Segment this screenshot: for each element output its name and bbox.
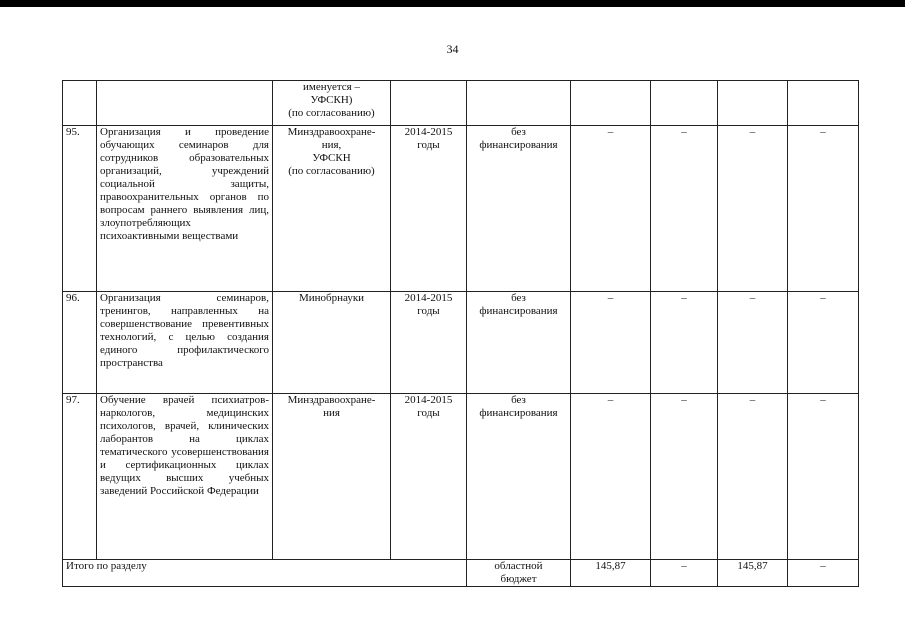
executor-line: ния — [323, 407, 340, 419]
total-value-cell: 145,87 — [718, 560, 788, 587]
executor-line: ния, — [321, 139, 342, 151]
period-cell — [391, 394, 467, 560]
table-row-95 — [63, 126, 859, 292]
row-description: Организация и проведение обучающих семинаров для сотрудников образовательных организаций, учреждений социальной защиты, правоохранительных органов по вопросам раннего выявления лиц, злоупотребляющих психоактивными веществами — [97, 126, 273, 292]
period-cell — [391, 81, 467, 126]
funding-line: финансирования — [479, 139, 558, 151]
value-cell: – — [788, 126, 859, 292]
value-cell — [788, 81, 859, 126]
total-value-cell: 145,87 — [571, 560, 651, 587]
executor-line: именуется – — [303, 81, 360, 93]
value-cell: – — [788, 394, 859, 560]
executor-cell — [273, 292, 391, 394]
row-number: 97. — [63, 394, 97, 560]
funding-line: областной — [494, 560, 543, 572]
table-row-97 — [63, 394, 859, 560]
row-description: Обучение врачей психиатров-наркологов, медицинских психологов, врачей, клинических лаборантов на циклах тематического усовершенствования и сертификационных циклах ведущих высших учебных заведений Российской Федерации — [97, 394, 273, 560]
funding-cell — [467, 394, 571, 560]
row-number: 96. — [63, 292, 97, 394]
value-cell: – — [718, 292, 788, 394]
executor-line: Минобрнауки — [298, 292, 365, 304]
value-cell: – — [651, 126, 718, 292]
executor-line: Минздравоохране- — [287, 394, 376, 406]
period-cell — [391, 126, 467, 292]
funding-line: без — [511, 292, 526, 304]
value-cell: – — [718, 126, 788, 292]
period-line: 2014-2015 — [404, 126, 453, 138]
value-cell: – — [651, 292, 718, 394]
table-row-total — [63, 560, 859, 587]
period-line: годы — [417, 407, 440, 419]
top-border-bar — [0, 0, 905, 7]
value-cell: – — [788, 292, 859, 394]
value-cell: – — [571, 394, 651, 560]
description-cell — [97, 81, 273, 126]
executor-cell — [273, 126, 391, 292]
funding-cell — [467, 126, 571, 292]
executor-line: (по согласованию) — [288, 165, 375, 177]
period-line: 2014-2015 — [404, 394, 453, 406]
executor-line: УФСКН — [312, 152, 351, 164]
period-line: 2014-2015 — [404, 292, 453, 304]
total-label: Итого по разделу — [63, 560, 467, 587]
value-cell — [571, 81, 651, 126]
period-cell — [391, 292, 467, 394]
value-cell: – — [718, 394, 788, 560]
executor-cell — [273, 394, 391, 560]
executor-line: УФСКН) — [310, 94, 353, 106]
value-cell: – — [651, 394, 718, 560]
funding-line: финансирования — [479, 305, 558, 317]
value-cell — [718, 81, 788, 126]
page-number: 34 — [446, 42, 459, 56]
total-value-cell: – — [651, 560, 718, 587]
table-row-continuation — [63, 81, 859, 126]
funding-line: без — [511, 394, 526, 406]
executor-line: (по согласованию) — [288, 107, 375, 119]
funding-line: финансирования — [479, 407, 558, 419]
value-cell — [651, 81, 718, 126]
row-number: 95. — [63, 126, 97, 292]
funding-line: без — [511, 126, 526, 138]
value-cell: – — [571, 126, 651, 292]
program-table — [62, 80, 859, 587]
period-line: годы — [417, 305, 440, 317]
value-cell: – — [571, 292, 651, 394]
funding-cell — [467, 292, 571, 394]
table-row-96 — [63, 292, 859, 394]
num-cell — [63, 81, 97, 126]
period-line: годы — [417, 139, 440, 151]
executor-cell — [273, 81, 391, 126]
funding-cell — [467, 560, 571, 587]
executor-line: Минздравоохране- — [287, 126, 376, 138]
funding-cell — [467, 81, 571, 126]
total-value-cell: – — [788, 560, 859, 587]
funding-line: бюджет — [500, 573, 537, 585]
row-description: Организация семинаров, тренингов, направленных на совершенствование превентивных технологий, с целью создания единого профилактического пространства — [97, 292, 273, 394]
